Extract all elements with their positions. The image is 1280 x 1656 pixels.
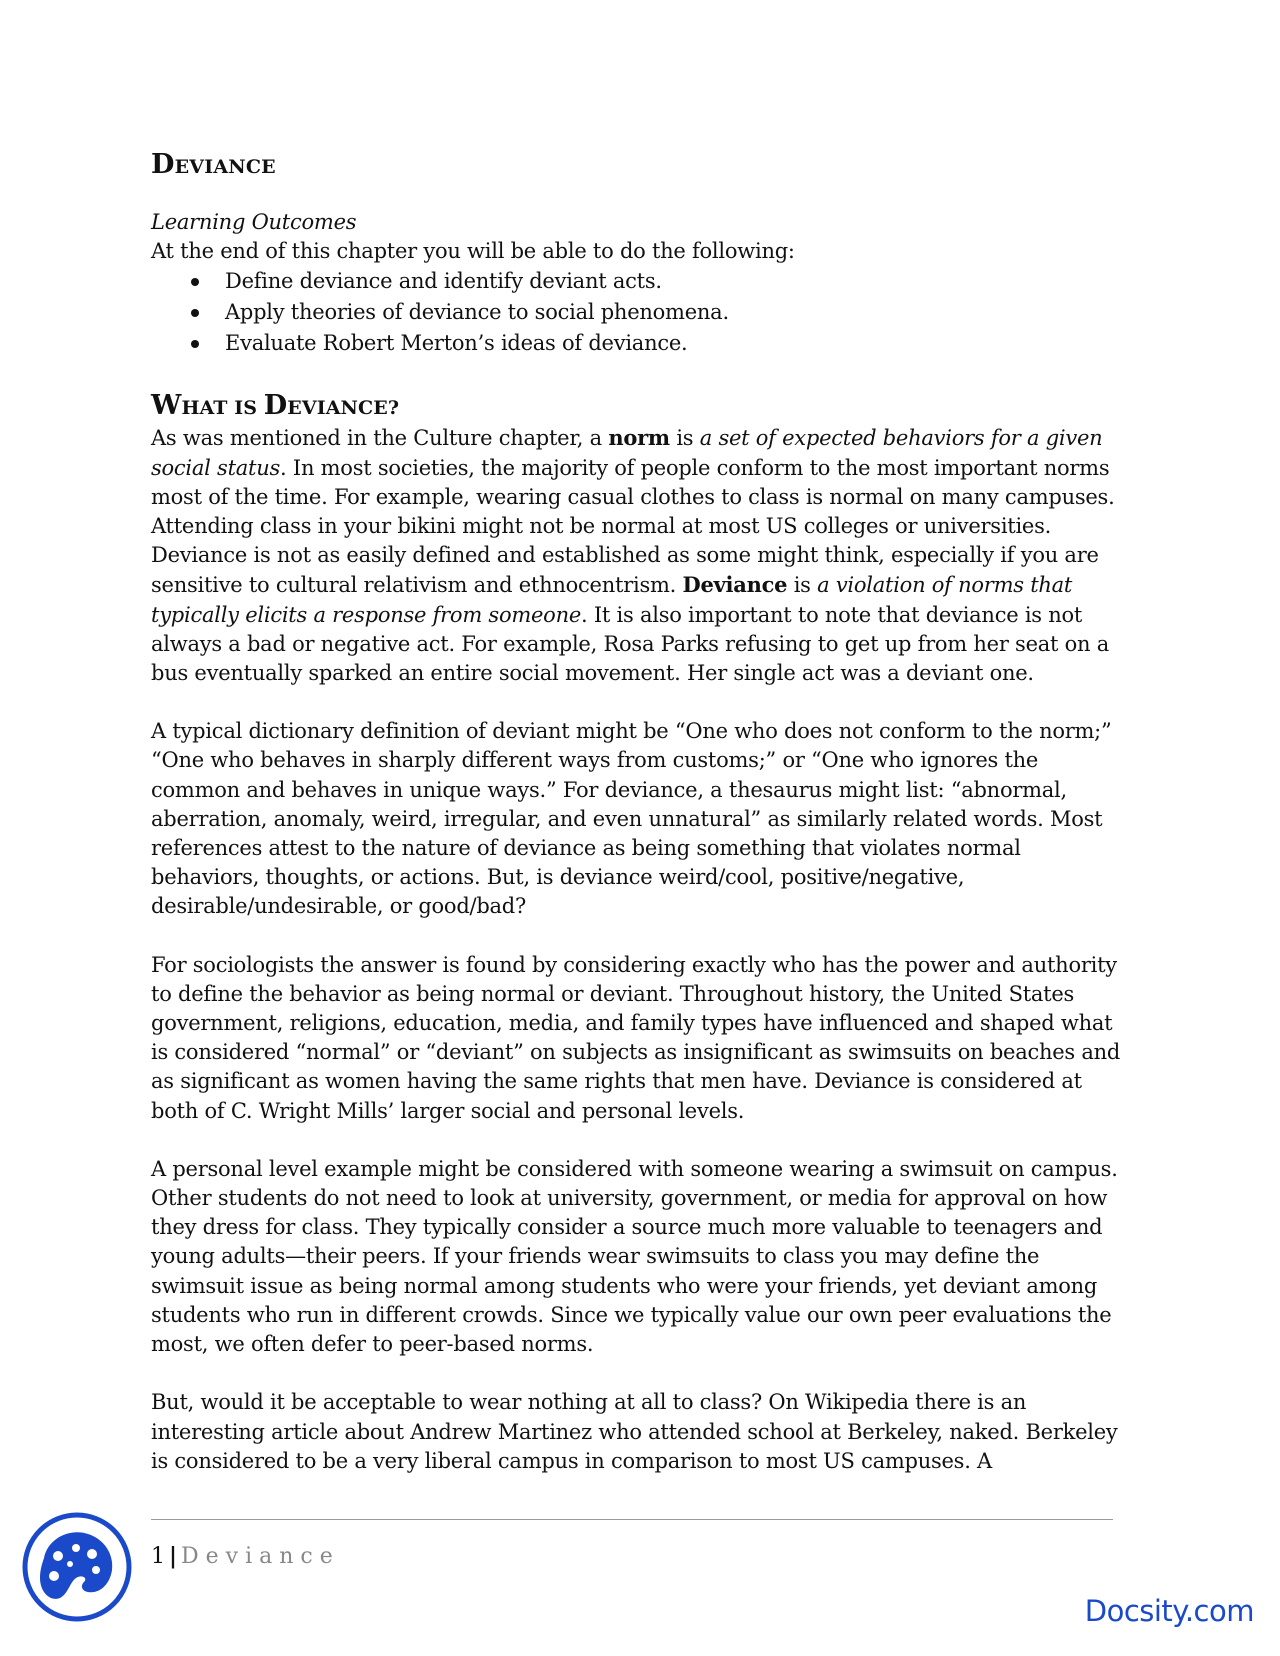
list-item: Define deviance and identify deviant acts.	[191, 266, 1131, 297]
chapter-title: DEVIANCE	[151, 149, 276, 180]
paragraph: As was mentioned in the Culture chapter, a norm is a set of expected behaviors for a given social status. In most societies, the majority of people conform to the most important norms most of the time. For example, wearing casual clothes to class is normal on many campuses. Attending class in your bikini might not be normal at most US colleges or universities. Deviance is not as easily defined and established as some might think, especially if you are sensitive to cultural relativism and ethnocentrism. Deviance is a violation of norms that typically elicits a response from someone. It is also important to note that deviance is not always a bad or negative act. For example, Rosa Parks refusing to get up from her seat on a bus eventually sparked an entire social movement. Her single act was a deviant one.	[151, 425, 1115, 686]
footer-separator: |	[169, 1543, 178, 1569]
norm-definition: a set of expected behaviors for a given social status	[151, 426, 1103, 480]
docsity-watermark[interactable]: Docsity.com	[1084, 1594, 1254, 1628]
running-title: Deviance	[181, 1544, 340, 1569]
paragraph: A typical dictionary definition of deviant might be “One who does not conform to the norm;” “One who behaves in sharply different ways from customs;” or “One who ignores the common and behaves in unique ways.” For deviance, a thesaurus might list: “abnormal, aberration, anomaly, weird, irregular, and even unnatural” as similarly related words. Most references attest to the nature of deviance as being something that violates normal behaviors, thoughts, or actions. But, is deviance weird/cool, positive/negative, desirable/undesirable, or good/bad?	[151, 719, 1112, 919]
page-number: 1	[151, 1544, 165, 1569]
list-item: Apply theories of deviance to social phenomena.	[191, 297, 1131, 328]
paragraph: A personal level example might be considered with someone wearing a swimsuit on campus. Other students do not need to look at university, government, or media for approval on how they dress for class. They typically consider a source much more valuable to teenagers and young adults—their peers. If your friends wear swimsuits to class you may define the swimsuit issue as being normal among students who were your friends, yet deviant among students who run in different crowds. Since we typically value our own peer evaluations the most, we often defer to peer-based norms.	[151, 1156, 1118, 1357]
footer-divider	[151, 1519, 1113, 1520]
paragraph: For sociologists the answer is found by considering exactly who has the power and authority to define the behavior as being normal or deviant. Throughout history, the United States government, religions, education, media, and family types have influenced and shaped what is considered “normal” or “deviant” on subjects as insignificant as swimsuits on beaches and as significant as women having the same rights that men have. Deviance is considered at both of C. Wright Mills’ larger social and personal levels.	[151, 952, 1121, 1123]
term-deviance: Deviance	[682, 572, 788, 598]
learning-outcomes-intro: At the end of this chapter you will be able to do the following:	[151, 239, 795, 264]
docsity-logo-icon[interactable]	[22, 1508, 132, 1626]
paragraph: But, would it be acceptable to wear nothing at all to class? On Wikipedia there is an interesting article about Andrew Martinez who attended school at Berkeley, naked. Berkeley is considered to be a very liberal campus in comparison to most US campuses. A	[151, 1390, 1118, 1473]
deviance-definition: a violation of norms that typically elicits a response from someone	[151, 573, 1073, 627]
learning-outcomes-heading: Learning Outcomes	[151, 210, 357, 234]
list-item: Evaluate Robert Merton’s ideas of deviance.	[191, 328, 1131, 359]
page-content	[151, 150, 1131, 1505]
page-footer	[151, 1543, 340, 1569]
section-heading: WHAT IS DEVIANCE?	[151, 390, 400, 422]
term-norm: norm	[608, 425, 670, 451]
learning-outcomes-list	[151, 266, 1131, 359]
